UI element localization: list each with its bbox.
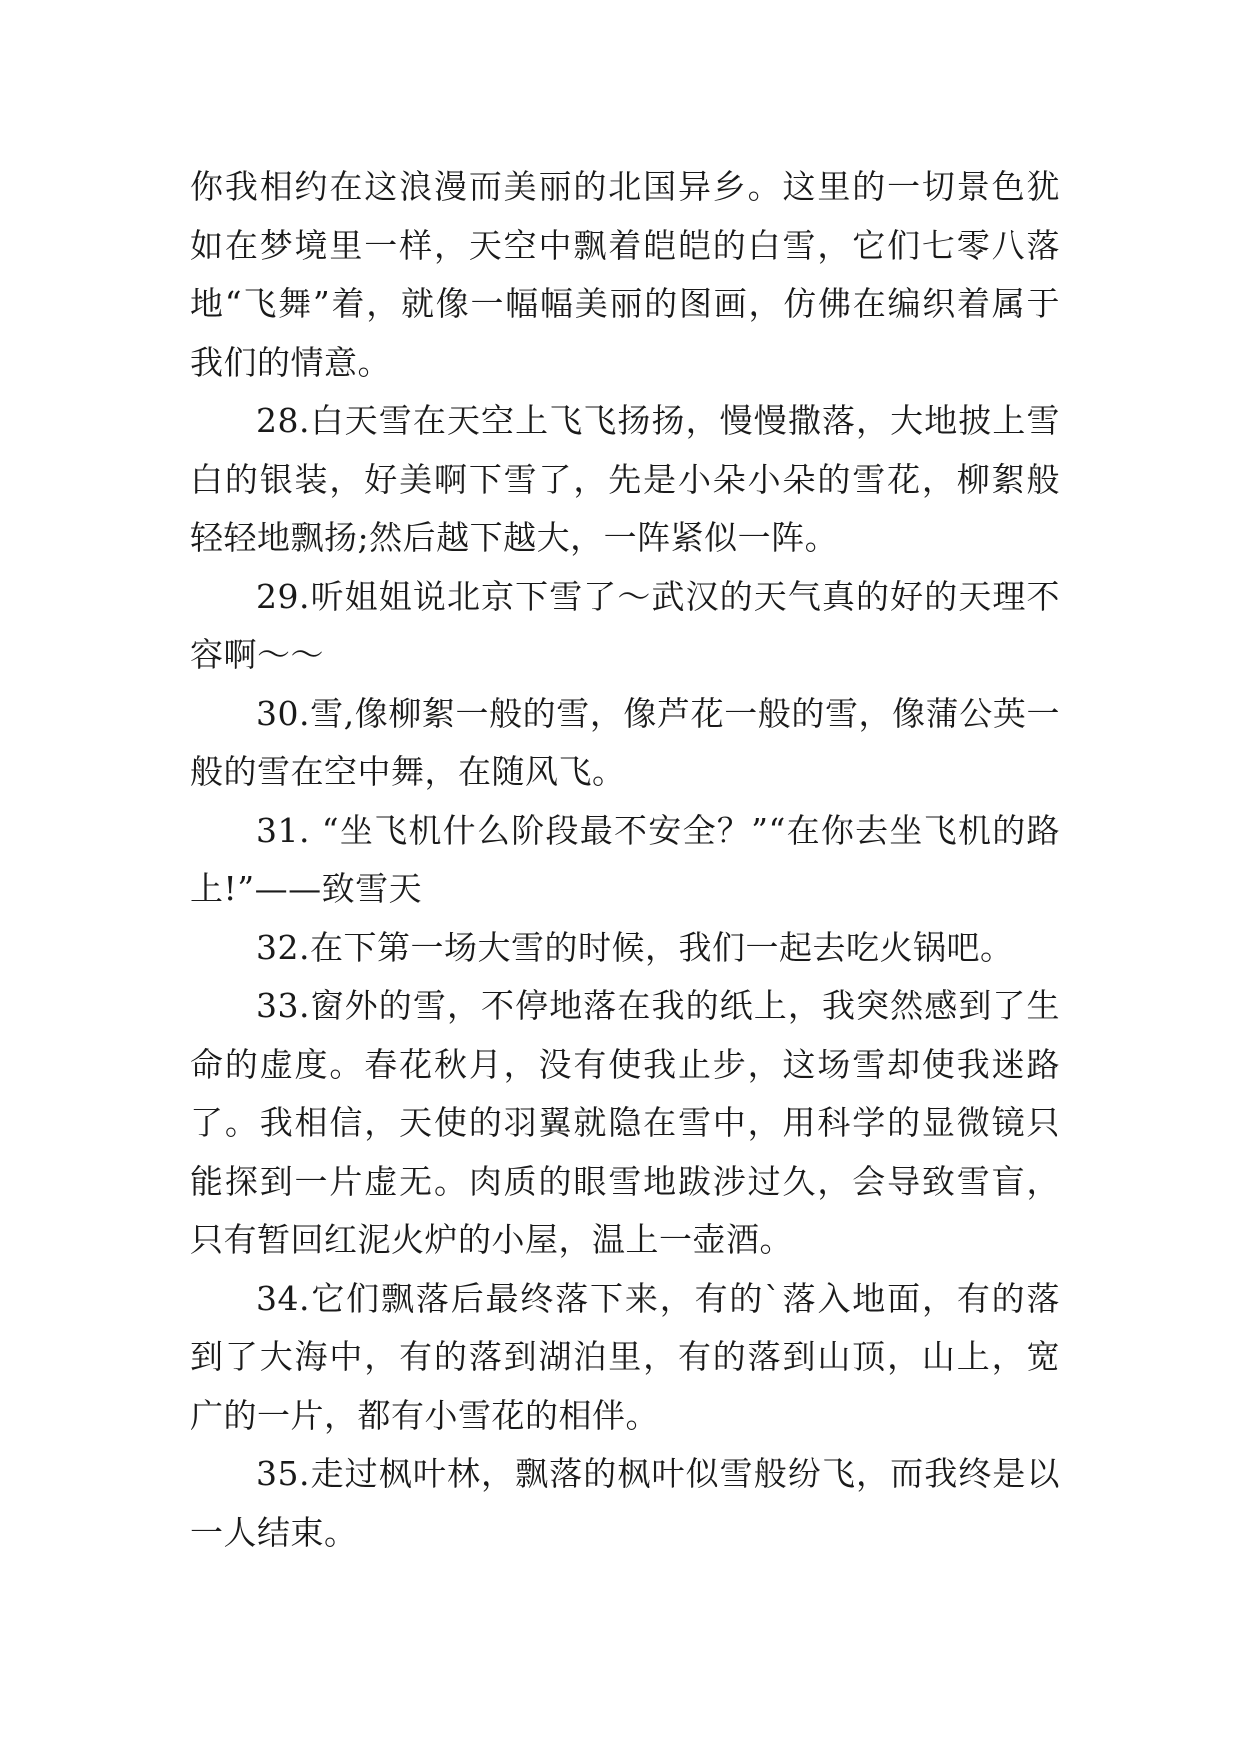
paragraph-31: 31. “坐飞机什么阶段最不安全？”“在你去坐飞机的路上!”——致雪天 [190,810,1060,908]
paragraph-32: 32.在下第一场大雪的时候，我们一起去吃火锅吧。 [256,927,1014,967]
document-body [190,158,1060,1562]
paragraph-33: 33.窗外的雪，不停地落在我的纸上，我突然感到了生命的虚度。春花秋月，没有使我止步，这场雪却使我迷路了。我相信，天使的羽翼就隐在雪中，用科学的显微镜只能探到一片虚无。肉质的眼雪地跋涉过久，会导致雪盲，只有暂回红泥火炉的小屋，温上一壶酒。 [190,986,1060,1259]
paragraph-29: 29.听姐姐说北京下雪了～武汉的天气真的好的天理不容啊～～ [190,576,1060,674]
paragraph-34: 34.它们飘落后最终落下来，有的`落入地面，有的落到了大海中，有的落到湖泊里，有的落到山顶，山上，宽广的一片，都有小雪花的相伴。 [190,1278,1060,1435]
paragraph-35: 35.走过枫叶林，飘落的枫叶似雪般纷飞，而我终是以一人结束。 [190,1454,1060,1552]
paragraph-28: 28.白天雪在天空上飞飞扬扬，慢慢撒落，大地披上雪白的银装，好美啊下雪了，先是小朵小朵的雪花，柳絮般轻轻地飘扬;然后越下越大，一阵紧似一阵。 [190,401,1060,557]
paragraph-intro: 你我相约在这浪漫而美丽的北国异乡。这里的一切景色犹如在梦境里一样，天空中飘着皑皑的白雪，它们七零八落地“飞舞”着，就像一幅幅美丽的图画，仿佛在编织着属于我们的情意。 [190,167,1060,382]
paragraph-30: 30.雪,像柳絮一般的雪，像芦花一般的雪，像蒲公英一般的雪在空中舞，在随风飞。 [190,693,1060,791]
